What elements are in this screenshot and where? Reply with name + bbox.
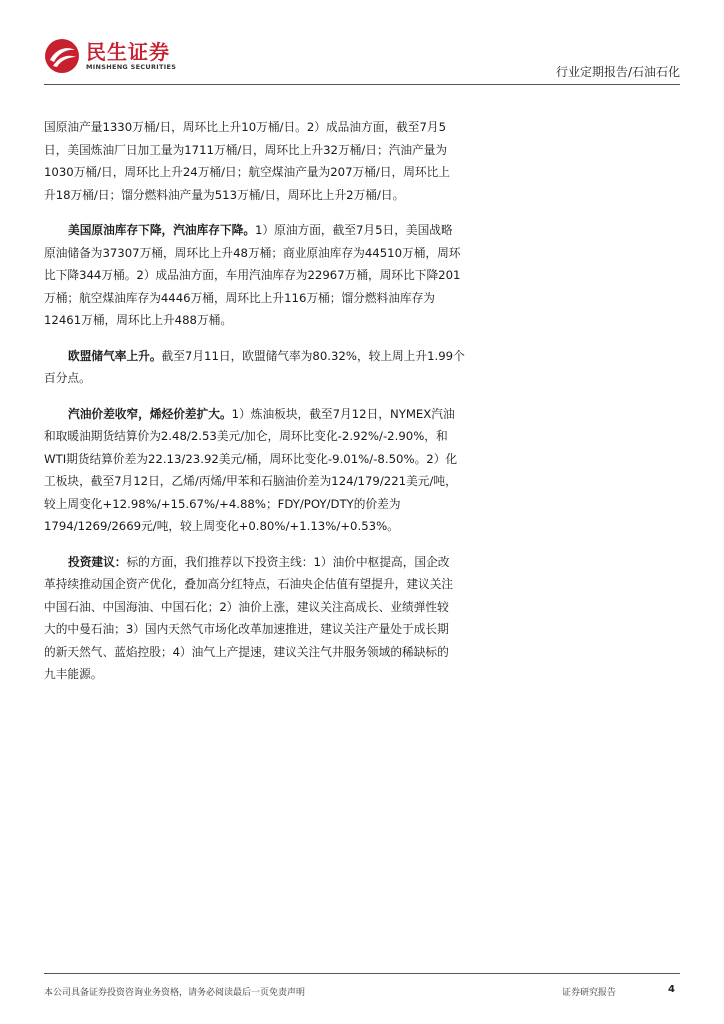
text-line: 原油储备为37307万桶，周环比上升48万桶；商业原油库存为44510万桶，周环	[44, 245, 461, 260]
page-number: 4	[668, 984, 675, 995]
paragraph-eu-gas-storage	[44, 345, 474, 390]
brand-name-cn: 民生证券	[86, 39, 170, 64]
paragraph-investment-advice	[44, 551, 474, 686]
page-header	[0, 0, 724, 86]
text-line: 国原油产量1330万桶/日，周环比上升10万桶/日。2）成品油方面，截至7月5	[44, 120, 447, 134]
text-line: 比下降344万桶。2）成品油方面，车用汽油库存为22967万桶，周环比下降201	[44, 268, 461, 282]
paragraph-price-spreads	[44, 403, 474, 538]
minsheng-logo-icon	[44, 38, 80, 74]
text-line: 1）原油方面，截至7月5日，美国战略	[255, 223, 453, 237]
text-line: 截至7月11日，欧盟储气率为80.32%，较上周上升1.99个	[161, 348, 465, 363]
text-line: 1794/1269/2669元/吨，较上周变化+0.80%/+1.13%/+0.53%。	[44, 519, 399, 533]
text-line: 中国石油、中国海油、中国石化；2）油价上涨，建议关注高成长、业绩弹性较	[44, 599, 449, 614]
text-line: 标的方面，我们推荐以下投资主线：1）油价中枢提高，国企改	[126, 554, 450, 569]
paragraph-heading: 美国原油库存下降，汽油库存下降。	[68, 223, 256, 237]
text-line: 万桶；航空煤油库存为4446万桶，周环比上升116万桶；馏分燃料油库存为	[44, 290, 435, 305]
footer-divider	[44, 973, 680, 974]
text-line: 革持续推动国企资产优化，叠加高分红特点，石油央企估值有望提升，建议关注	[44, 577, 454, 591]
footer-report-type: 证券研究报告	[562, 988, 617, 998]
paragraph-heading: 欧盟储气率上升。	[68, 348, 162, 363]
text-line: 日，美国炼油厂日加工量为1711万桶/日，周环比上升32万桶/日；汽油产量为	[44, 142, 448, 157]
brand-name-en: MINSHENG SECURITIES	[86, 62, 177, 71]
text-line: 百分点。	[44, 371, 91, 385]
text-line: 和取暖油期货结算价为2.48/2.53美元/加仑，周环比变化-2.92%/-2.90%，和	[44, 429, 448, 443]
footer-disclaimer: 本公司具备证券投资咨询业务资格，请务必阅读最后一页免责声明	[44, 988, 306, 998]
paragraph-heading: 汽油价差收窄，烯烃价差扩大。	[68, 406, 232, 421]
report-body	[44, 116, 474, 699]
text-line: 12461万桶，周环比上升488万桶。	[44, 313, 233, 327]
text-line: 升18万桶/日；馏分燃料油产量为513万桶/日，周环比上升2万桶/日。	[44, 187, 405, 202]
text-line: 工板块，截至7月12日，乙烯/丙烯/甲苯和石脑油价差为124/179/221美元/吨，	[44, 474, 457, 488]
text-line: 1030万桶/日，周环比上升24万桶/日；航空煤油产量为207万桶/日，周环比上	[44, 165, 450, 179]
text-line: 九丰能源。	[44, 667, 103, 681]
text-line: 大的中曼石油；3）国内天然气市场化改革加速推进，建议关注产量处于成长期	[44, 622, 449, 636]
brand-logo	[44, 38, 176, 74]
text-line: 的新天然气、蓝焰控股；4）油气上产提速，建议关注气井服务领域的稀缺标的	[44, 644, 449, 659]
text-line: WTI期货结算价差为22.13/23.92美元/桶，周环比变化-9.01%/-8.50%。2）化	[44, 451, 458, 466]
paragraph-crude-refinery-output	[44, 116, 474, 206]
paragraph-heading: 投资建议：	[68, 554, 127, 569]
header-divider	[44, 84, 680, 85]
text-line: 较上周变化+12.98%/+15.67%/+4.88%；FDY/POY/DTY的价差为	[44, 496, 401, 511]
paragraph-us-inventory	[44, 219, 474, 332]
report-category: 行业定期报告/石油石化	[555, 65, 680, 79]
text-line: 1）炼油板块，截至7月12日，NYMEX汽油	[231, 406, 455, 421]
